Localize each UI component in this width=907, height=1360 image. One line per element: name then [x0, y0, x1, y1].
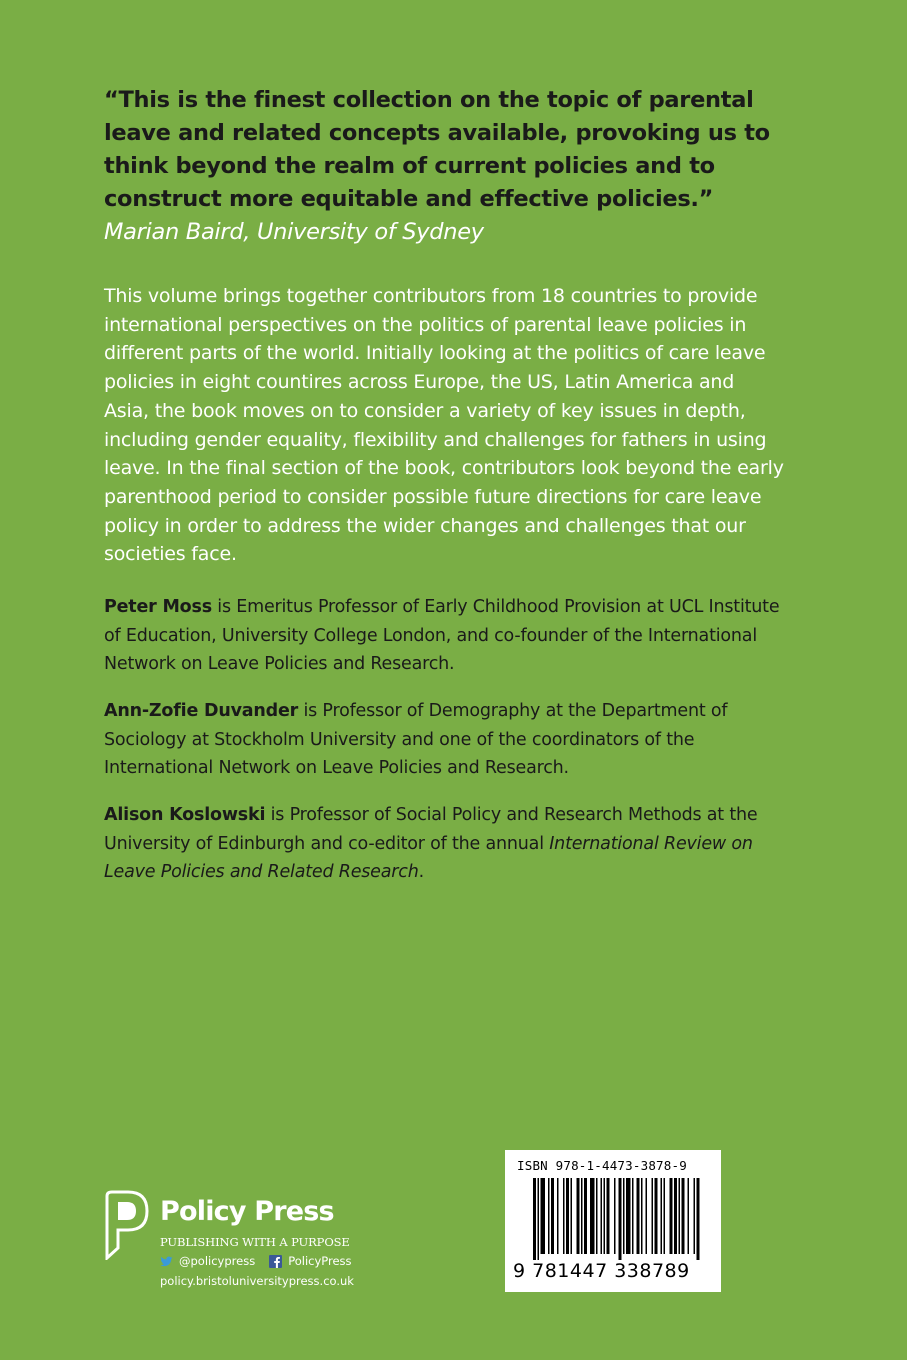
quote-attribution: Marian Baird, University of Sydney	[104, 219, 484, 245]
author-bio-text: is Professor of Social Policy and Research Methods at the University of Edinburgh and co-editor of the annual	[104, 805, 758, 854]
barcode-bar	[614, 1178, 616, 1254]
barcode-bar	[652, 1178, 654, 1254]
barcode-digits: 9 781447 338789	[513, 1260, 690, 1282]
barcode-bar	[566, 1178, 569, 1254]
barcode-bar	[563, 1178, 565, 1254]
barcode-bar	[664, 1178, 666, 1254]
barcode-bar	[670, 1178, 673, 1254]
author-name: Ann-Zofie Duvander	[104, 701, 299, 721]
publisher-url[interactable]: policy.bristoluniversitypress.co.uk	[160, 1274, 354, 1288]
publisher-block	[104, 1190, 404, 1300]
barcode-bar	[682, 1178, 685, 1254]
barcode-bar	[538, 1178, 540, 1260]
publisher-tagline: PUBLISHING WITH A PURPOSE	[160, 1235, 350, 1249]
barcode-bar	[646, 1178, 648, 1254]
barcode-bar	[637, 1178, 640, 1254]
barcode-bar	[557, 1178, 559, 1254]
author-bio-2	[104, 697, 794, 783]
barcode-bar	[694, 1178, 696, 1254]
twitter-handle[interactable]	[160, 1254, 255, 1268]
publication-title: International Review on Leave Policies and Related Research	[104, 833, 753, 883]
author-bio-end: .	[418, 862, 424, 883]
isbn-label: ISBN 978-1-4473-3878-9	[517, 1158, 687, 1173]
facebook-f-icon	[269, 1255, 282, 1268]
barcode-bar	[577, 1178, 580, 1254]
barcode-bar	[551, 1178, 554, 1254]
barcode-bar	[688, 1178, 690, 1254]
barcode-bar	[601, 1178, 603, 1254]
barcode-bar	[655, 1178, 658, 1254]
twitter-handle-text: @policypress	[179, 1254, 256, 1268]
author-bio-3	[104, 801, 794, 887]
isbn-barcode	[505, 1150, 721, 1292]
publisher-name: Policy Press	[160, 1196, 334, 1227]
book-description: This volume brings together contributors from 18 countries to provide international perspectives on the politics of parental leave policies in different parts of the world. Initially looking at the politics of care leave policies in eight countires across Europe, the US, Latin America and Asia, the book moves on to consider a variety of key issues in depth, including gender equality, flexibility and challenges for fathers in using leave. In the final section of the book, contributors look beyond the early parenthood period to consider possible future directions for care leave policy in order to address the wider changes and challenges that our societies face.	[104, 285, 784, 566]
facebook-page-text: PolicyPress	[288, 1254, 352, 1268]
barcode-bar	[548, 1178, 550, 1254]
barcode-bar	[674, 1178, 677, 1254]
barcode-bar	[571, 1178, 573, 1254]
barcode-bar	[661, 1178, 663, 1254]
author-bio-1	[104, 593, 794, 679]
author-bio-text: is Emeritus Professor of Early Childhood Provision at UCL Institute of Education, University College London, and co-founder of the International Network on Leave Policies and Research.	[104, 597, 780, 675]
barcode-bar	[541, 1178, 546, 1254]
barcode-bar	[584, 1178, 587, 1254]
barcode-bar	[533, 1178, 536, 1260]
barcode-bar	[596, 1178, 598, 1254]
barcode-bars	[515, 1178, 711, 1260]
quote-text: “This is the finest collection on the topic of parental leave and related concepts available, provoking us to think beyond the realm of current policies and to construct more equitable and effective policies.”	[104, 87, 770, 212]
barcode-bar	[697, 1178, 700, 1260]
twitter-bird-icon	[160, 1255, 173, 1268]
barcode-bar	[679, 1178, 681, 1254]
barcode-bar	[632, 1178, 634, 1254]
barcode-bar	[626, 1178, 631, 1254]
policy-press-logo-icon	[104, 1190, 150, 1260]
publisher-social	[160, 1254, 366, 1268]
barcode-bar	[619, 1178, 622, 1260]
endorsement-quote	[104, 84, 794, 249]
author-bio-text: is Professor of Demography at the Department of Sociology at Stockholm University and one of the coordinators of the International Network on Leave Policies and Research.	[104, 701, 728, 779]
barcode-bar	[641, 1178, 643, 1254]
barcode-bar	[581, 1178, 583, 1254]
barcode-bar	[604, 1178, 606, 1254]
barcode-bar	[623, 1178, 625, 1254]
facebook-page[interactable]	[269, 1254, 351, 1268]
barcode-bar	[607, 1178, 610, 1254]
author-name: Peter Moss	[104, 597, 212, 617]
author-name: Alison Koslowski	[104, 805, 266, 825]
barcode-bar	[590, 1178, 595, 1254]
